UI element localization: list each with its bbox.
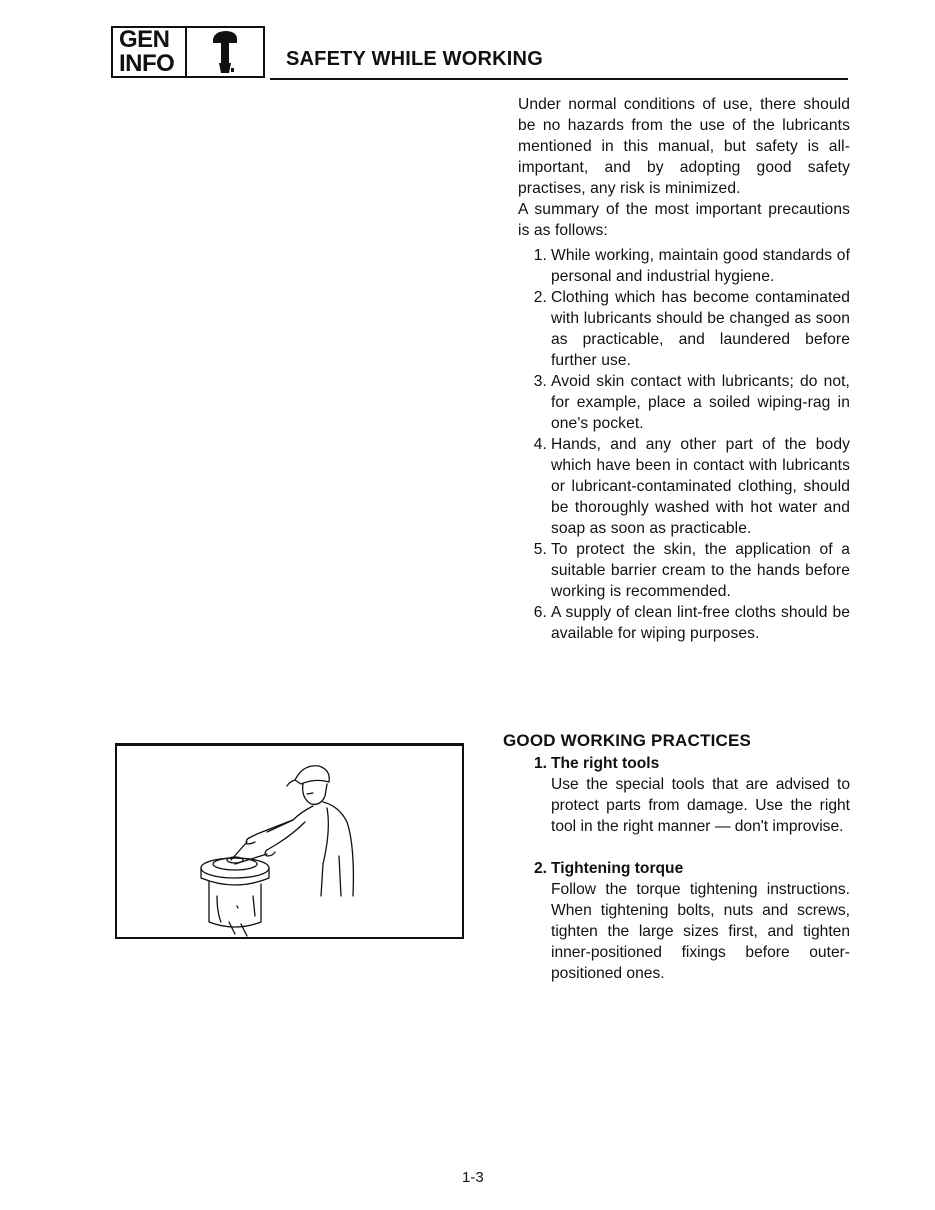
list-item: [518, 371, 850, 434]
list-item-number: 5.: [533, 541, 547, 558]
practice-tightening-torque: [518, 858, 850, 984]
practice-body: Follow the torque tightening instructions. When tightening bolts, nuts and screws, tighten the large sizes first, and tighten inner-positioned fixings before outer-positioned ones.: [551, 881, 850, 982]
list-item: [518, 539, 850, 602]
practice-title: The right tools: [551, 755, 660, 772]
page-number: 1-3: [462, 1169, 484, 1186]
precautions-list: [518, 245, 850, 644]
intro-paragraph-2: A summary of the most important precautions is as follows:: [518, 201, 850, 239]
list-item-number: 6.: [533, 604, 547, 621]
list-item-text: While working, maintain good standards of personal and industrial hygiene.: [551, 247, 850, 285]
section-title-good-working-practices: GOOD WORKING PRACTICES: [503, 731, 752, 750]
list-item-number: 3.: [533, 373, 547, 390]
outboard-motor-icon: [187, 28, 263, 76]
list-item: [518, 287, 850, 371]
page-title: SAFETY WHILE WORKING: [286, 48, 543, 70]
list-item-number: 1.: [533, 247, 547, 264]
list-item: [518, 602, 850, 644]
list-item-text: Avoid skin contact with lubricants; do not, for example, place a soiled wiping-rag in one's pocket.: [551, 373, 850, 432]
list-item-text: Hands, and any other part of the body which have been in contact with lubricants or lubricant-contaminated clothing, should be thoroughly washed with hot water and soap as soon as practicable.: [551, 436, 850, 537]
list-item-text: A supply of clean lint-free cloths should be available for wiping purposes.: [551, 604, 850, 642]
mechanic-using-tool-illustration: [117, 746, 462, 937]
list-item: [518, 434, 850, 539]
practice-right-tools: [518, 753, 850, 837]
list-item-text: To protect the skin, the application of a suitable barrier cream to the hands before working is recommended.: [551, 541, 850, 600]
practice-number: 1.: [533, 755, 547, 772]
intro-paragraph-1: Under normal conditions of use, there should be no hazards from the use of the lubricants mentioned in this manual, but safety is all-important, and by adopting good safety practises, any risk is minimized.: [518, 96, 850, 197]
practice-body: Use the special tools that are advised to protect parts from damage. Use the right tool in the right manner — don't improvise.: [551, 776, 850, 835]
practice-heading: [518, 753, 850, 774]
safety-intro: [518, 94, 850, 644]
section-badge: [111, 26, 265, 78]
list-item-number: 4.: [533, 436, 547, 453]
list-item: [518, 245, 850, 287]
list-item-number: 2.: [533, 289, 547, 306]
badge-text: [113, 28, 187, 76]
practice-heading: [518, 858, 850, 879]
illustration-frame: [115, 743, 464, 939]
practice-number: 2.: [533, 860, 547, 877]
practice-title: Tightening torque: [551, 860, 684, 877]
list-item-text: Clothing which has become contaminated with lubricants should be changed as soon as practicable, and laundered before further use.: [551, 289, 850, 369]
badge-line-info: INFO: [119, 50, 175, 77]
badge-line-gen: GEN: [119, 26, 170, 53]
header-rule: [270, 78, 848, 80]
